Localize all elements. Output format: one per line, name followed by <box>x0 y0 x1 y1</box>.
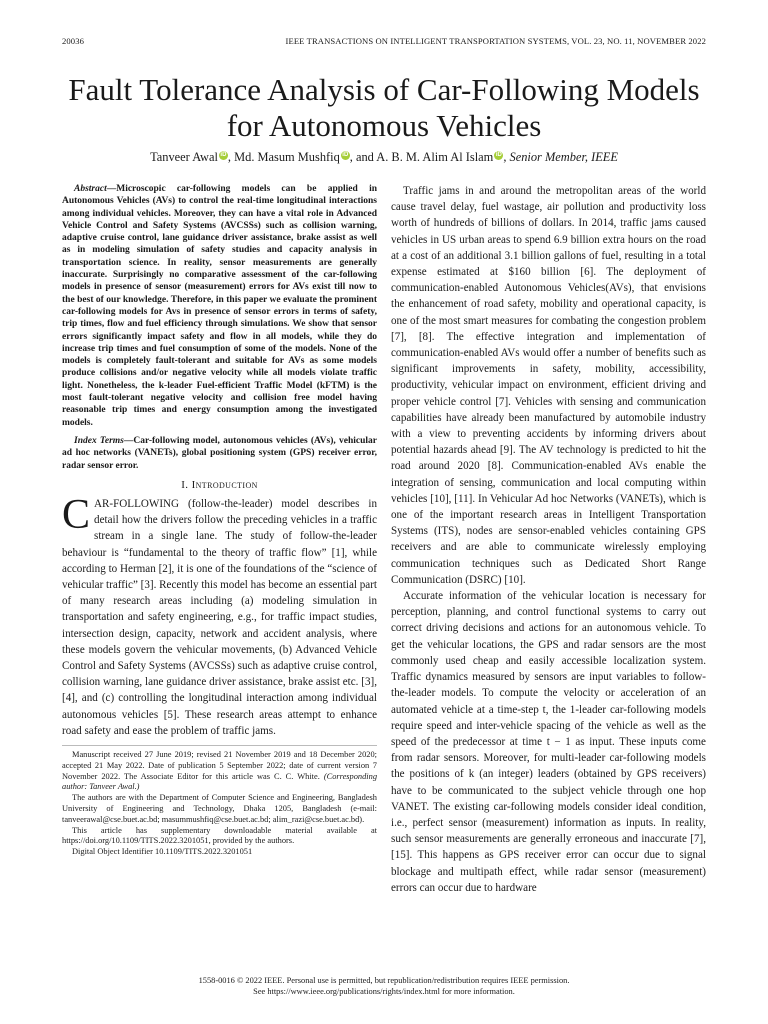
intro-text: (follow-the-leader) model describes in detail how the drivers follow the preceding vehicles in a traffic stream in a single lane. The study of follow-the-leader behaviour is “fundamental to the theory of traffic flow” [1], while according to Herman [2], it is one of the foundations of the “science of vehicular traffic” [3]. Recently this model has become an essential part of many research areas including (a) modeling simulation in transportation and safety engineering, e.g., for traffic impact studies, intersection design, capacity, network and accident analysis, where these models govern the vehicular movements, (b) Advanced Vehicle Control and Safety Systems (AVCSSs) such as adaptive cruise control, collision warning, lane guidance driver assistance, brake assist etc. [3], [4], and (c) controlling the longitudinal interaction among individual autonomous vehicles [5]. These research areas attempt to enhance road safety and ease the problem of traffic jams. <box>62 498 377 737</box>
abstract-text: —Microscopic car-following models can be applied in Autonomous Vehicles (AVs) to control the real-time longitudinal interactions among individual vehicles. Moreover, they can have a vital role in Advanced Vehicle Control and Safety Systems (AVCSSs) such as collision warning, adaptive cruise control, lane guidance driver assistance, brake assist as well as in modeling simulation of safety studies and capacity analysis in transportation science. In reality, sensor measurements are generally inaccurate. Surprisingly no comparative assessment of the car-following models in presence of sensor (measurement) errors for AVs exist till now to the best of our knowledge. Therefore, in this paper we evaluate the prominent car-following models for Avs in presence of sensor errors in terms of safety, trip times, flow and fuel efficiency through simulations. We show that sensor errors significantly impact safety and flow in all models, while they do increase trip times and fuel consumption of some of the models. None of the models is completely fault-tolerant and suitable for AVs as some models produce collisions and/or negative velocity while all models violate traffic light. Nonetheless, the k-leader Fuel-efficient Traffic Model (kFTM) is the most fault-tolerant negative velocity and collision free model having reasonable trip times and energy consumption among the investigated models. <box>62 184 377 428</box>
author-separator: , <box>503 150 510 164</box>
body-paragraph-2: Accurate information of the vehicular location is necessary for perception, planning, and control functional systems to carry out correct driving decisions and actions for an autonomous vehicle. To get the vehicular locations, the GPS and radar sensors are the most commonly used cheap and easily accessible localization system. Traffic dynamics measured by sensors are input variables to follow-the-leader models. To compute the velocity or acceleration of an automated vehicle at a time-step t, the 1-leader car-following models require speed and inter-vehicle spacing of the vehicle as well as the speed of the predecessor at time t − 1 as input. These inputs come from radar sensors. Moreover, for multi-leader car-following models the positions of k (an integer) leaders (obtained by GPS receivers) have to be communicated to the subject vehicle through one hop VANET. The existing car-following models consider ideal condition, i.e., perfect sensor (measurement) information as inputs. In reality, such sensor measurements are generally erroneous and inaccurate [7], [15]. This happens as GPS receiver error can occur due to signal blockage and multipath effect, while radar sensor (measurement) errors can occur due to hardware <box>391 590 706 894</box>
copyright-footer <box>40 975 728 997</box>
footnote-manuscript-text: Manuscript received 27 June 2019; revised 21 November 2019 and 18 December 2020; accepted 21 May 2022. Date of publication 5 September 2022; date of current version 7 November 2022. The Associate Editor for this article was C. C. White. <box>62 750 377 781</box>
orcid-icon[interactable]: iD <box>220 151 227 158</box>
footnote-affiliation: The authors are with the Department of Computer Science and Engineering, Bangladesh University of Engineering and Technology, Dhaka 1205, Bangladesh (e-mail: tanveerawal@cse.buet.ac.bd; masummushfiq@cse.buet.ac.bd; alim_razi@cse.buet.ac.bd). <box>62 793 377 824</box>
footnote-manuscript <box>62 750 377 793</box>
index-terms-label: Index Terms <box>74 435 124 446</box>
rights-link-line[interactable]: See https://www.ieee.org/publications/rights/index.html for more information. <box>253 987 515 996</box>
section-numeral: I. <box>181 478 192 491</box>
paper-title-line1: Fault Tolerance Analysis of Car-Following Models <box>68 72 700 107</box>
page-number: 20036 <box>62 36 84 46</box>
abstract <box>62 183 377 429</box>
author-membership: Senior Member, IEEE <box>509 150 618 164</box>
section-heading-introduction <box>62 477 377 493</box>
left-column <box>62 183 377 858</box>
section-title: Introduction <box>191 478 258 491</box>
journal-header: IEEE TRANSACTIONS ON INTELLIGENT TRANSPORTATION SYSTEMS, VOL. 23, NO. 11, NOVEMBER 2022 <box>285 36 706 46</box>
first-page-footnote <box>62 745 377 858</box>
footnote-doi[interactable]: Digital Object Identifier 10.1109/TITS.2022.3201051 <box>72 847 253 857</box>
abstract-label: Abstract <box>74 184 107 194</box>
intro-leadin: AR-FOLLOWING <box>94 498 180 511</box>
footnote-corresponding: (Corresponding author: Tanveer Awal.) <box>62 771 378 792</box>
index-terms-text: —Car-following model, autonomous vehicles (AVs), vehicular ad hoc networks (VANETs), global positioning system (GPS) receiver error, radar sensor error. <box>62 435 378 471</box>
drop-cap: C <box>62 492 91 539</box>
intro-paragraph <box>62 492 377 739</box>
index-terms <box>62 435 377 472</box>
author-mushfiq: , Md. Masum Mushfiq <box>227 150 340 164</box>
paper-title-line2: for Autonomous Vehicles <box>226 108 542 143</box>
author-list <box>40 150 728 165</box>
author-awal: Tanveer Awal <box>150 150 218 164</box>
footnote-supplementary[interactable]: This article has supplementary downloadable material available at https://doi.org/10.1109/TITS.2022.3201051, provided by the authors. <box>62 825 377 846</box>
orcid-icon[interactable]: iD <box>342 151 349 158</box>
body-paragraph-1: Traffic jams in and around the metropolitan areas of the world cause travel delay, fuel wastage, air pollution and productivity loss worth of hundreds of billions of dollars. In 2014, traffic jams caused vehicles in US urban areas to spend 6.9 billion extra hours on the road at a cost of an additional 3.1 billion gallons of fuel, resulting in a total expense estimated at $160 billion [6]. The deployment of communication-enabled Autonomous Vehicles(AVs), that envisions the enhancement of road safety, mobility and operational capacity, is one of the most smart measures for combating the congestion problem [7], [8]. The effective integration and implementation of communication-enabled AVs would offer a number of benefits such as significant improvements in safety, mobility, accessibility, productivity, vehicular impact on environment, efficient driving and proper vehicle control [7]. Vehicles with sensing and communication capabilities have already been manufactured by automobile industry with a view to preventing accidents by informing drivers about potential hazards ahead [9]. The AV technology is predicted to hit the road around 2020 [8]. Communication-enabled AVs enable the integration of sensing, communication and local computing within vehicles [10], [11]. In Vehicular Ad hoc Networks (VANETs), which is one of the important research areas in Intelligent Transportation Systems (ITS), nodes are sensor-enabled vehicles containing GPS receivers and are able to communicate wirelessly employing communication techniques such as Dedicated Short Range Communication (DSRC) [10]. <box>391 185 706 586</box>
copyright-line: 1558-0016 © 2022 IEEE. Personal use is permitted, but republication/redistribution requires IEEE permission. <box>198 976 570 985</box>
orcid-icon[interactable]: iD <box>495 151 502 158</box>
right-column <box>391 183 706 896</box>
author-islam: , and A. B. M. Alim Al Islam <box>349 150 494 164</box>
